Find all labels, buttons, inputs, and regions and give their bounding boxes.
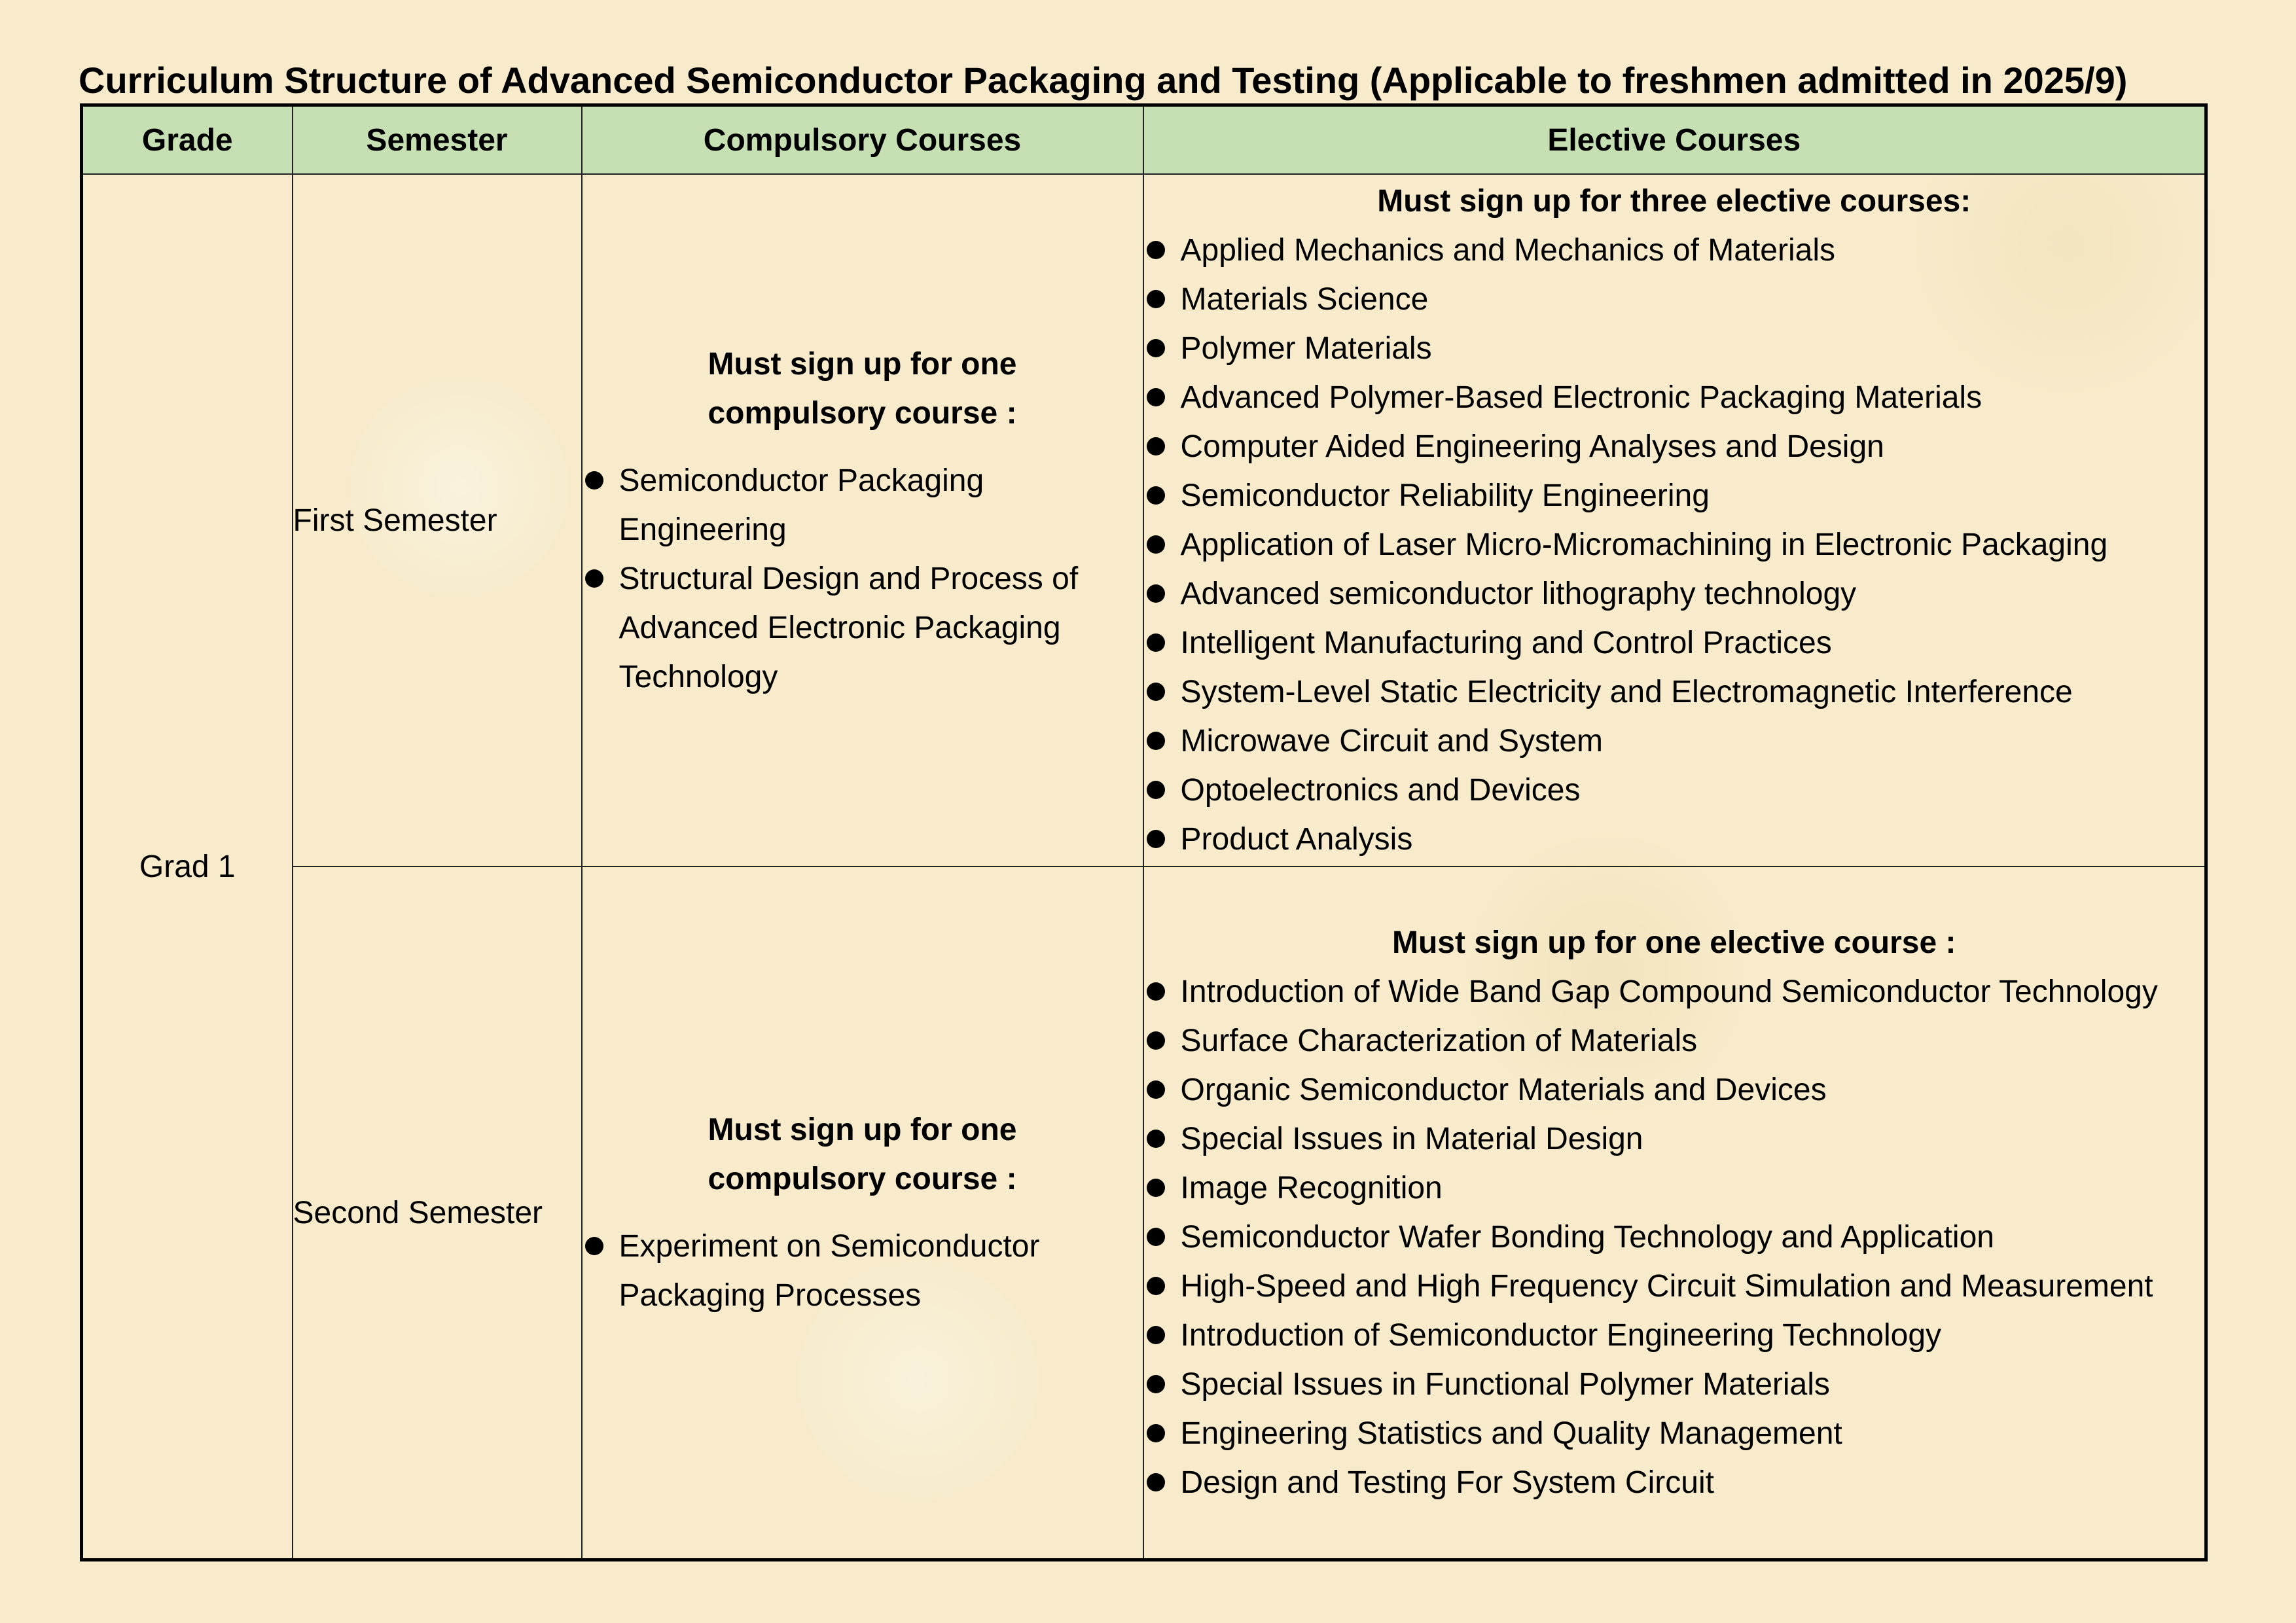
compulsory-list — [583, 456, 1143, 702]
list-item: Introduction of Wide Band Gap Compound Semiconductor Technology — [1144, 967, 2205, 1016]
curriculum-table — [80, 103, 2208, 1561]
compulsory-heading: Must sign up for one compulsory course : — [708, 346, 1017, 431]
list-item: Optoelectronics and Devices — [1144, 766, 2205, 815]
table-row-first-semester — [82, 174, 2206, 866]
page-title: Curriculum Structure of Advanced Semiconductor Packaging and Testing (Applicable to freshmen admitted in 2025/9) — [79, 60, 2128, 101]
list-item: Computer Aided Engineering Analyses and Design — [1144, 422, 2205, 471]
list-item: Semiconductor Packaging Engineering — [583, 456, 1143, 554]
elective-cell-second — [1143, 866, 2206, 1560]
header-semester: Semester — [293, 105, 582, 175]
elective-list — [1144, 967, 2205, 1507]
list-item: Semiconductor Wafer Bonding Technology and Application — [1144, 1213, 2205, 1262]
list-item: Special Issues in Functional Polymer Materials — [1144, 1360, 2205, 1409]
list-item: Organic Semiconductor Materials and Devices — [1144, 1065, 2205, 1115]
list-item: Advanced semiconductor lithography technology — [1144, 569, 2205, 618]
list-item: Design and Testing For System Circuit — [1144, 1458, 2205, 1507]
list-item: Application of Laser Micro-Micromachining in Electronic Packaging — [1144, 520, 2205, 569]
elective-heading: Must sign up for three elective courses: — [1377, 184, 1971, 219]
table-row-second-semester — [82, 866, 2206, 1560]
list-item: Engineering Statistics and Quality Management — [1144, 1409, 2205, 1458]
header-elective-courses: Elective Courses — [1143, 105, 2206, 175]
elective-list — [1144, 226, 2205, 864]
list-item: Materials Science — [1144, 275, 2205, 324]
semester-cell-second: Second Semester — [293, 866, 582, 1560]
header-row — [82, 105, 2206, 175]
list-item: Applied Mechanics and Mechanics of Materials — [1144, 226, 2205, 275]
grade-cell: Grad 1 — [82, 174, 293, 1560]
compulsory-heading: Must sign up for one compulsory course : — [708, 1113, 1017, 1196]
list-item: High-Speed and High Frequency Circuit Simulation and Measurement — [1144, 1262, 2205, 1311]
list-item: Semiconductor Reliability Engineering — [1144, 471, 2205, 520]
compulsory-cell-second — [582, 866, 1143, 1560]
list-item: Surface Characterization of Materials — [1144, 1016, 2205, 1065]
elective-heading: Must sign up for one elective course : — [1392, 925, 1956, 960]
list-item: Structural Design and Process of Advanced Electronic Packaging Technology — [583, 554, 1143, 702]
list-item: System-Level Static Electricity and Electromagnetic Interference — [1144, 668, 2205, 717]
header-grade: Grade — [82, 105, 293, 175]
list-item: Introduction of Semiconductor Engineering Technology — [1144, 1311, 2205, 1360]
compulsory-cell-first — [582, 174, 1143, 866]
list-item: Special Issues in Material Design — [1144, 1115, 2205, 1164]
list-item: Microwave Circuit and System — [1144, 717, 2205, 766]
header-compulsory-courses: Compulsory Courses — [582, 105, 1143, 175]
list-item: Intelligent Manufacturing and Control Practices — [1144, 618, 2205, 668]
elective-cell-first — [1143, 174, 2206, 866]
list-item: Advanced Polymer-Based Electronic Packaging Materials — [1144, 373, 2205, 422]
list-item: Image Recognition — [1144, 1164, 2205, 1213]
semester-cell-first: First Semester — [293, 174, 582, 866]
compulsory-list — [583, 1222, 1143, 1320]
list-item: Polymer Materials — [1144, 324, 2205, 373]
list-item: Experiment on Semiconductor Packaging Processes — [583, 1222, 1143, 1320]
list-item: Product Analysis — [1144, 815, 2205, 864]
